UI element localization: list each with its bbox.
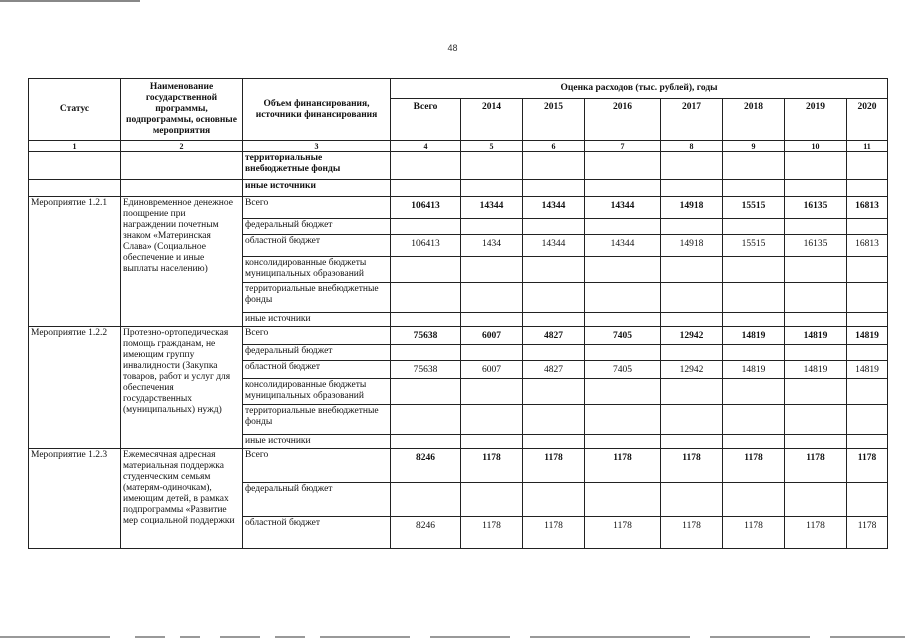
value-cell: 1434 [461, 235, 523, 257]
value-cell [661, 219, 723, 235]
value-cell: 7405 [585, 361, 661, 379]
source-cell: территориальные внебюджетные фонды [243, 405, 391, 435]
status-cell: Мероприятие 1.2.2 [29, 327, 121, 449]
value-cell: 14344 [523, 197, 585, 219]
value-cell [391, 435, 461, 449]
value-cell [523, 379, 585, 405]
value-cell: 14819 [847, 361, 888, 379]
column-index: 11 [847, 141, 888, 152]
value-cell: 1178 [785, 449, 847, 483]
column-index: 2 [121, 141, 243, 152]
source-cell: федеральный бюджет [243, 345, 391, 361]
value-cell: 1178 [585, 449, 661, 483]
value-cell: 4827 [523, 327, 585, 345]
value-cell: 12942 [661, 361, 723, 379]
value-cell [847, 219, 888, 235]
value-cell [785, 483, 847, 517]
value-cell [391, 283, 461, 313]
header-year: 2014 [461, 99, 523, 141]
value-cell: 1178 [461, 517, 523, 549]
value-cell [661, 257, 723, 283]
source-cell: консолидированные бюджеты муниципальных образований [243, 379, 391, 405]
value-cell [461, 180, 523, 197]
value-cell [585, 180, 661, 197]
value-cell [391, 483, 461, 517]
value-cell [585, 345, 661, 361]
value-cell [585, 257, 661, 283]
column-index: 9 [723, 141, 785, 152]
value-cell: 1178 [723, 449, 785, 483]
value-cell [523, 180, 585, 197]
source-cell: иные источники [243, 313, 391, 327]
value-cell: 14344 [585, 197, 661, 219]
value-cell [391, 257, 461, 283]
value-cell [723, 313, 785, 327]
value-cell: 1178 [523, 517, 585, 549]
value-cell [847, 345, 888, 361]
value-cell [785, 257, 847, 283]
value-cell: 12942 [661, 327, 723, 345]
source-cell: иные источники [243, 180, 391, 197]
value-cell [523, 345, 585, 361]
value-cell: 14344 [461, 197, 523, 219]
source-cell: федеральный бюджет [243, 483, 391, 517]
value-cell [391, 180, 461, 197]
value-cell [661, 405, 723, 435]
column-index: 10 [785, 141, 847, 152]
value-cell [785, 345, 847, 361]
value-cell [785, 435, 847, 449]
table-row [29, 180, 888, 197]
value-cell: 6007 [461, 327, 523, 345]
value-cell: 14819 [785, 361, 847, 379]
value-cell [661, 283, 723, 313]
expenses-table [28, 78, 888, 549]
source-cell: консолидированные бюджеты муниципальных образований [243, 257, 391, 283]
value-cell [723, 379, 785, 405]
value-cell: 6007 [461, 361, 523, 379]
value-cell: 7405 [585, 327, 661, 345]
value-cell [785, 283, 847, 313]
value-cell: 14819 [723, 327, 785, 345]
value-cell [461, 283, 523, 313]
header-status: Статус [29, 79, 121, 141]
value-cell [585, 283, 661, 313]
source-cell: федеральный бюджет [243, 219, 391, 235]
value-cell [461, 219, 523, 235]
value-cell [585, 405, 661, 435]
value-cell [391, 345, 461, 361]
table-row [29, 327, 888, 345]
value-cell: 14918 [661, 197, 723, 219]
value-cell [391, 152, 461, 180]
status-cell [29, 180, 121, 197]
value-cell: 14344 [585, 235, 661, 257]
value-cell [723, 180, 785, 197]
value-cell: 14918 [661, 235, 723, 257]
value-cell: 1178 [585, 517, 661, 549]
column-index: 6 [523, 141, 585, 152]
header-year: 2015 [523, 99, 585, 141]
value-cell [723, 257, 785, 283]
bottom-rule [0, 636, 905, 638]
header-year: 2019 [785, 99, 847, 141]
value-cell [723, 405, 785, 435]
name-cell: Единовременное денежное поощрение при награждении почетным знаком «Материнская Слава» (Социальное обеспечение и иные выплаты населению) [121, 197, 243, 327]
header-year: 2018 [723, 99, 785, 141]
value-cell [847, 405, 888, 435]
value-cell [523, 257, 585, 283]
name-cell: Ежемесячная адресная материальная поддержка студенческим семьям (матерям-одиночкам), имеющим детей, в рамках подпрограммы «Развитие мер социальной поддержки [121, 449, 243, 549]
value-cell [723, 435, 785, 449]
value-cell: 106413 [391, 197, 461, 219]
value-cell [523, 313, 585, 327]
status-cell [29, 152, 121, 180]
source-cell: областной бюджет [243, 517, 391, 549]
value-cell [461, 405, 523, 435]
header-year: 2020 [847, 99, 888, 141]
value-cell [585, 483, 661, 517]
value-cell: 75638 [391, 327, 461, 345]
top-rule [0, 0, 140, 2]
value-cell [661, 345, 723, 361]
value-cell [723, 219, 785, 235]
value-cell: 8246 [391, 517, 461, 549]
value-cell: 1178 [847, 449, 888, 483]
value-cell [523, 405, 585, 435]
value-cell [785, 313, 847, 327]
value-cell [847, 313, 888, 327]
header-year: 2017 [661, 99, 723, 141]
value-cell [391, 405, 461, 435]
value-cell [661, 379, 723, 405]
value-cell: 8246 [391, 449, 461, 483]
table-row [29, 152, 888, 180]
value-cell [391, 379, 461, 405]
value-cell: 15515 [723, 197, 785, 219]
value-cell [585, 152, 661, 180]
value-cell [723, 483, 785, 517]
header-estimate: Оценка расходов (тыс. рублей), годы [391, 79, 888, 99]
value-cell: 14819 [723, 361, 785, 379]
source-cell: областной бюджет [243, 361, 391, 379]
value-cell [523, 435, 585, 449]
value-cell: 14819 [785, 327, 847, 345]
value-cell [523, 483, 585, 517]
value-cell [847, 379, 888, 405]
value-cell [785, 180, 847, 197]
column-index: 7 [585, 141, 661, 152]
column-index: 4 [391, 141, 461, 152]
value-cell [391, 219, 461, 235]
value-cell [661, 435, 723, 449]
value-cell: 1178 [847, 517, 888, 549]
value-cell [847, 180, 888, 197]
value-cell [391, 313, 461, 327]
source-cell: территориальные внебюджетные фонды [243, 152, 391, 180]
column-index: 5 [461, 141, 523, 152]
value-cell: 75638 [391, 361, 461, 379]
value-cell: 106413 [391, 235, 461, 257]
name-cell: Протезно-ортопедическая помощь гражданам, не имеющим группу инвалидности (Закупка товаров, работ и услуг для обеспечения государственных (муниципальных) нужд) [121, 327, 243, 449]
value-cell [585, 219, 661, 235]
status-cell: Мероприятие 1.2.3 [29, 449, 121, 549]
value-cell [723, 152, 785, 180]
source-cell: иные источники [243, 435, 391, 449]
value-cell [785, 405, 847, 435]
value-cell [585, 379, 661, 405]
source-cell: Всего [243, 327, 391, 345]
column-index: 3 [243, 141, 391, 152]
value-cell: 16135 [785, 197, 847, 219]
status-cell: Мероприятие 1.2.1 [29, 197, 121, 327]
table-row [29, 449, 888, 483]
value-cell: 1178 [723, 517, 785, 549]
value-cell [723, 345, 785, 361]
value-cell [461, 379, 523, 405]
value-cell [461, 483, 523, 517]
source-cell: Всего [243, 197, 391, 219]
value-cell [847, 435, 888, 449]
value-cell: 16135 [785, 235, 847, 257]
header-name: Наименование государственной программы, подпрограммы, основные мероприятия [121, 79, 243, 141]
value-cell [461, 257, 523, 283]
value-cell [585, 435, 661, 449]
value-cell: 16813 [847, 235, 888, 257]
column-index: 1 [29, 141, 121, 152]
value-cell [585, 313, 661, 327]
value-cell [785, 379, 847, 405]
source-cell: Всего [243, 449, 391, 483]
header-year: 2016 [585, 99, 661, 141]
value-cell [785, 219, 847, 235]
value-cell: 1178 [661, 517, 723, 549]
value-cell: 14819 [847, 327, 888, 345]
value-cell [523, 283, 585, 313]
value-cell [461, 313, 523, 327]
value-cell: 1178 [661, 449, 723, 483]
name-cell [121, 180, 243, 197]
value-cell [461, 345, 523, 361]
value-cell: 4827 [523, 361, 585, 379]
value-cell [523, 152, 585, 180]
source-cell: территориальные внебюджетные фонды [243, 283, 391, 313]
value-cell [847, 257, 888, 283]
value-cell [847, 283, 888, 313]
value-cell [461, 152, 523, 180]
value-cell: 1178 [461, 449, 523, 483]
source-cell: областной бюджет [243, 235, 391, 257]
value-cell: 16813 [847, 197, 888, 219]
value-cell [847, 483, 888, 517]
value-cell [523, 219, 585, 235]
value-cell: 1178 [785, 517, 847, 549]
table-row [29, 197, 888, 219]
value-cell: 14344 [523, 235, 585, 257]
value-cell [461, 435, 523, 449]
page-number: 48 [447, 43, 458, 53]
value-cell [661, 152, 723, 180]
value-cell [723, 283, 785, 313]
value-cell [661, 180, 723, 197]
value-cell [661, 313, 723, 327]
value-cell: 1178 [523, 449, 585, 483]
header-year: Всего [391, 99, 461, 141]
value-cell [785, 152, 847, 180]
name-cell [121, 152, 243, 180]
value-cell [847, 152, 888, 180]
header-funding: Объем финансирования, источники финансирования [243, 79, 391, 141]
column-index: 8 [661, 141, 723, 152]
value-cell [661, 483, 723, 517]
value-cell: 15515 [723, 235, 785, 257]
